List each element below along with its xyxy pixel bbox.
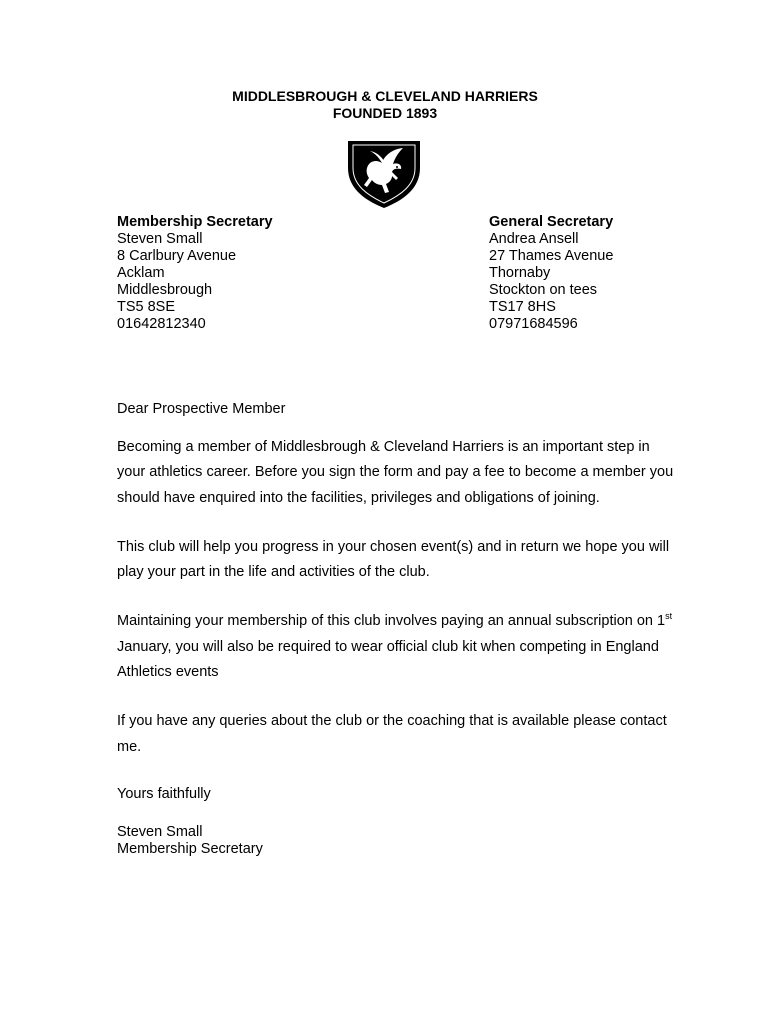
phone-number: 01642812340 <box>117 316 206 332</box>
address-line: 8 Carlbury Avenue <box>117 248 237 264</box>
letterhead <box>0 88 770 122</box>
signature-block <box>117 824 677 858</box>
general-secretary-name: Andrea Ansell <box>489 231 579 247</box>
subscription-text-end: January, you will also be required to wear official club kit when competing in England Athletics events <box>117 638 659 681</box>
address-line: Stockton on tees <box>489 282 598 298</box>
address-line: Middlesbrough <box>117 282 213 298</box>
pegasus-shield-icon <box>346 138 422 210</box>
paragraph-intro: Becoming a member of Middlesbrough & Cleveland Harriers is an important step in your athletics career. Before you sign the form and pay a fee to become a member you should have enquired into the facilities, privileges and obligations of joining. <box>117 439 674 506</box>
closing: Yours faithfully <box>117 785 211 802</box>
phone-number: 07971684596 <box>489 316 578 332</box>
paragraph-queries: If you have any queries about the club or the coaching that is available please contact me. <box>117 713 667 755</box>
club-name: MIDDLESBROUGH & CLEVELAND HARRIERS <box>232 88 538 104</box>
paragraph-progress: This club will help you progress in your chosen event(s) and in return we hope you will play your part in the life and activities of the club. <box>117 538 670 581</box>
membership-secretary-name: Steven Small <box>117 231 203 247</box>
signature-role: Membership Secretary <box>117 840 263 857</box>
salutation: Dear Prospective Member <box>117 401 286 417</box>
letter-body <box>117 399 677 858</box>
subscription-text-start: Maintaining your membership of this club involves paying an annual subscription on 1 <box>117 613 666 630</box>
paragraph-subscription <box>117 609 677 685</box>
postcode: TS17 8HS <box>489 299 556 315</box>
address-line: 27 Thames Avenue <box>489 248 614 264</box>
postcode: TS5 8SE <box>117 299 176 315</box>
address-line: Acklam <box>117 265 165 281</box>
signature-name: Steven Small <box>117 823 203 840</box>
membership-secretary-title: Membership Secretary <box>117 214 273 230</box>
ordinal-suffix: st <box>665 611 673 622</box>
general-secretary-address <box>489 214 613 333</box>
general-secretary-title: General Secretary <box>489 214 614 230</box>
membership-secretary-address <box>117 214 273 333</box>
founded-line: FOUNDED 1893 <box>332 105 438 121</box>
address-line: Thornaby <box>489 265 551 281</box>
